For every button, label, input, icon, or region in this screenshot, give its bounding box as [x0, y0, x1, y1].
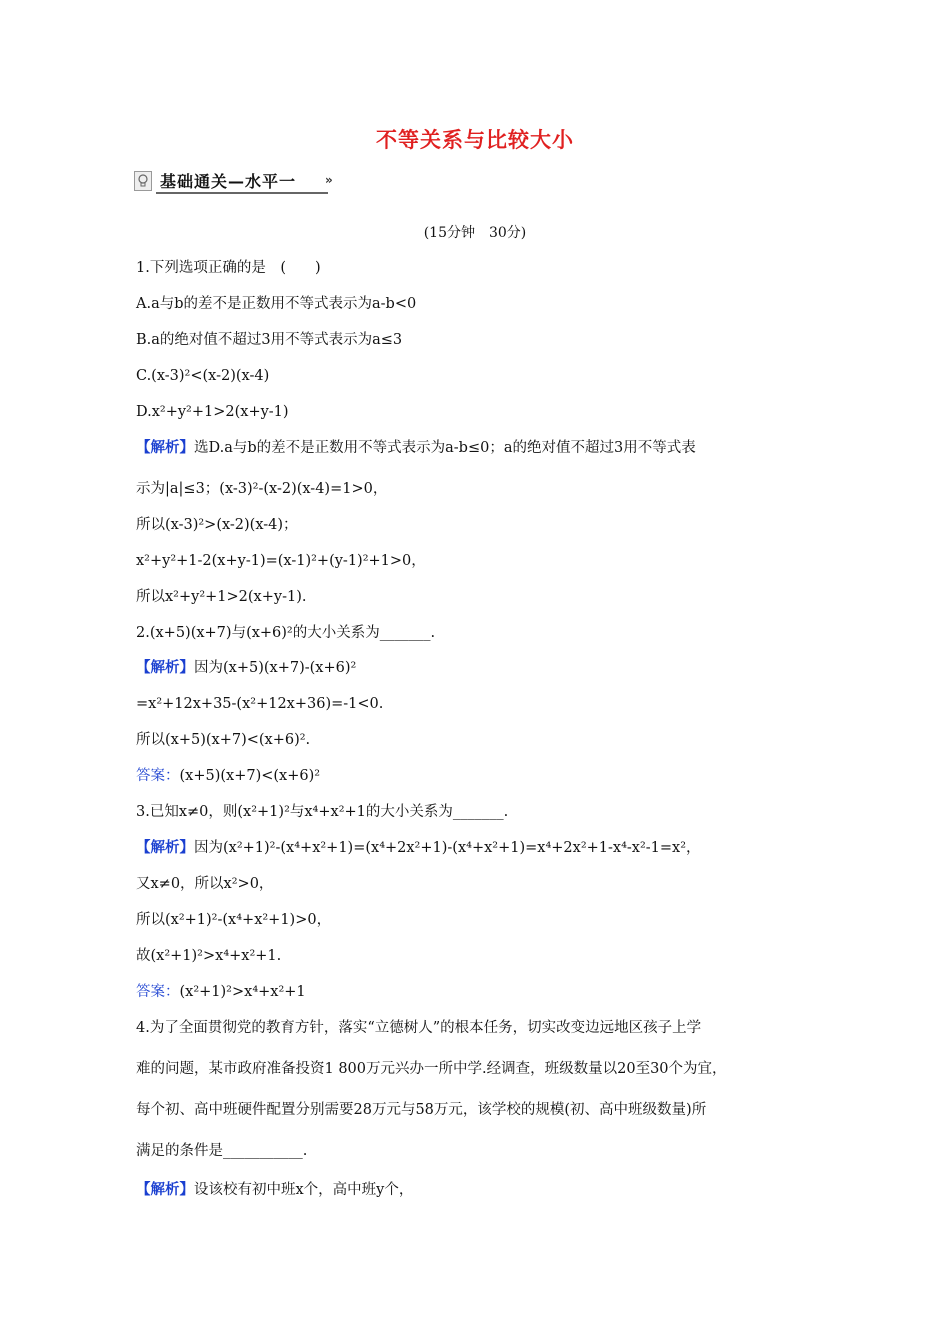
analysis-1-line-3: 所以(x-3)²>(x-2)(x-4)；	[136, 517, 298, 533]
page-title: 不等关系与比较大小	[376, 127, 574, 152]
analysis-3-line-4: 故(x²+1)²>x⁴+x²+1.	[136, 948, 282, 964]
question-3: 3.已知x≠0，则(x²+1)²与x⁴+x²+1的大小关系为_______.	[136, 804, 509, 820]
answer-text: (x²+1)²>x⁴+x²+1	[179, 984, 306, 1000]
answer-text: (x+5)(x+7)<(x+6)²	[179, 768, 321, 784]
answer-3-line	[136, 982, 306, 1002]
analysis-3-line-3: 所以(x²+1)²-(x⁴+x²+1)>0，	[136, 912, 332, 928]
answer-tag: 答案：	[136, 768, 180, 784]
lightbulb-icon	[134, 171, 152, 191]
analysis-text: 选D.a与b的差不是正数用不等式表示为a-b≤0；a的绝对值不超过3用不等式表	[194, 440, 696, 456]
analysis-1-line-4: x²+y²+1-2(x+y-1)=(x-1)²+(y-1)²+1>0，	[136, 553, 426, 569]
analysis-1-line-2: 示为|a|≤3；(x-3)²-(x-2)(x-4)=1>0，	[136, 481, 388, 497]
analysis-tag: 【解析】	[136, 659, 194, 676]
section-label: 基础通关—水平一	[160, 172, 297, 191]
analysis-3-line	[136, 838, 701, 858]
question-4-line-4: 满足的条件是___________.	[136, 1143, 308, 1159]
analysis-3-line-2: 又x≠0，所以x²>0，	[136, 876, 274, 892]
analysis-2-line-2: =x²+12x+35-(x²+12x+36)=-1<0.	[136, 696, 384, 712]
question-4-line-2: 难的问题，某市政府准备投资1 800万元兴办一所中学.经调查，班级数量以20至30个为宜，	[136, 1061, 727, 1077]
analysis-2-line	[136, 658, 356, 678]
time-score: (15分钟 30分)	[423, 225, 527, 241]
analysis-tag: 【解析】	[136, 1181, 194, 1198]
analysis-text: 因为(x²+1)²-(x⁴+x²+1)=(x⁴+2x²+1)-(x⁴+x²+1)=x⁴+2x²+1-x⁴-x²-1=x²，	[194, 840, 701, 856]
analysis-2-line-3: 所以(x+5)(x+7)<(x+6)².	[136, 732, 311, 748]
section-header	[134, 169, 344, 195]
question-4-line-1: 4.为了全面贯彻党的教育方针，落实“立德树人”的根本任务，切实改变边远地区孩子上学	[136, 1020, 702, 1036]
analysis-text: 设该校有初中班x个，高中班y个，	[194, 1182, 414, 1198]
option-b: B.a的绝对值不超过3用不等式表示为a≤3	[136, 332, 403, 348]
analysis-tag: 【解析】	[136, 839, 194, 856]
question-1: 1.下列选项正确的是 ( )	[136, 260, 321, 276]
analysis-tag: 【解析】	[136, 439, 194, 456]
option-c: C.(x-3)²<(x-2)(x-4)	[136, 368, 270, 384]
analysis-text: 因为(x+5)(x+7)-(x+6)²	[194, 660, 357, 676]
analysis-1-line	[136, 438, 696, 458]
analysis-1-line-5: 所以x²+y²+1>2(x+y-1).	[136, 589, 307, 605]
double-arrow-icon: »	[325, 173, 333, 187]
question-4-line-3: 每个初、高中班硬件配置分别需要28万元与58万元，该学校的规模(初、高中班级数量)所	[136, 1102, 707, 1118]
option-a: A.a与b的差不是正数用不等式表示为a-b<0	[136, 296, 417, 312]
analysis-4-line	[136, 1180, 413, 1200]
question-2: 2.(x+5)(x+7)与(x+6)²的大小关系为_______.	[136, 625, 436, 641]
answer-tag: 答案：	[136, 984, 180, 1000]
section-underline	[156, 192, 328, 194]
option-d: D.x²+y²+1>2(x+y-1)	[136, 404, 289, 420]
answer-2-line	[136, 766, 320, 786]
